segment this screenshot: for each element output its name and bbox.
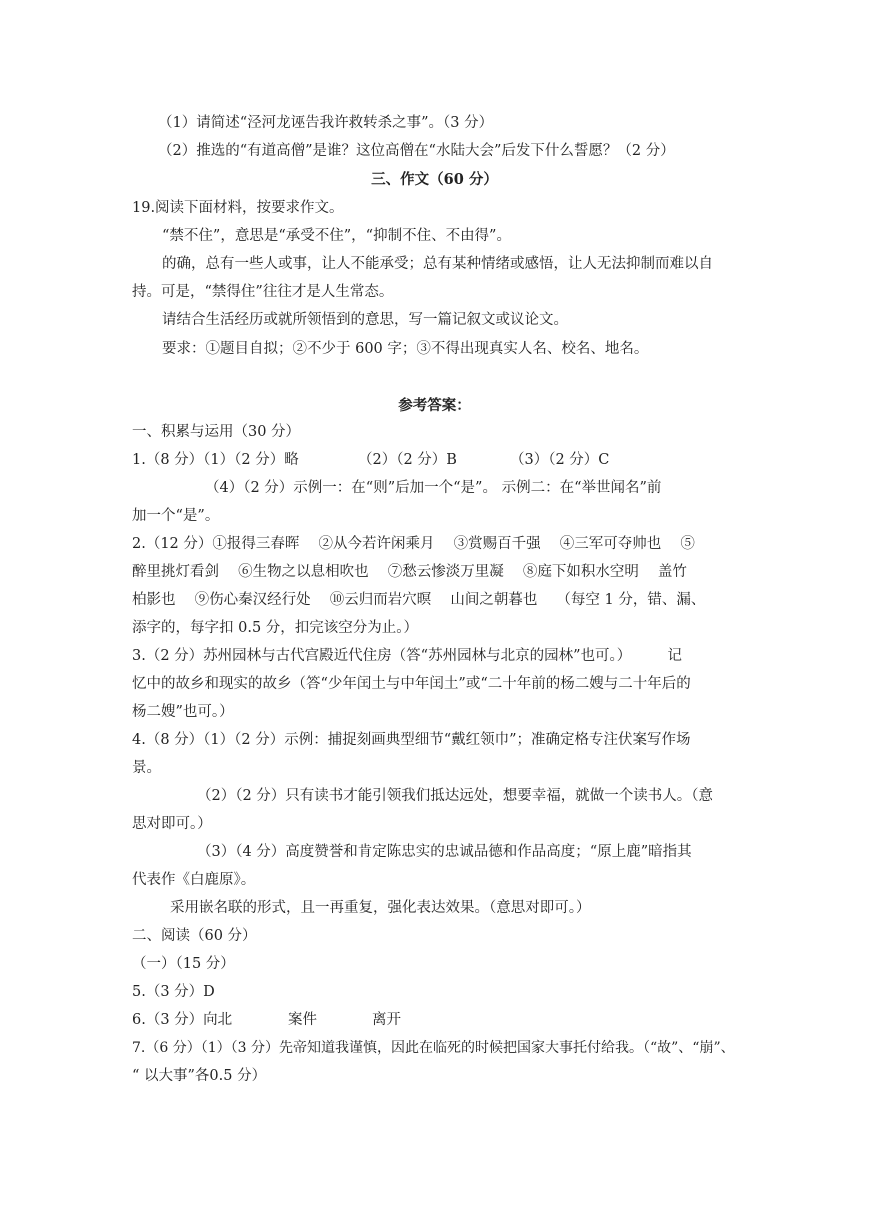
answer-6-a: 6.（3 分）向北 [132,1012,233,1028]
question-18-1: （1）请简述“泾河龙诬告我许救转杀之事”。（3 分） [158,115,494,131]
question-18-2: （2）推选的“有道高僧”是谁？这位高僧在“水陆大会”后发下什么誓愿？（2 分） [158,143,675,159]
requirements: 要求：①题目自拟；②不少于 600 字；③不得出现真实人名、校名、地名。 [162,341,649,357]
answer-4-1-line-1: 4.（8 分）（1）（2 分）示例：捕捉刻画典型细节“戴红领巾”；准确定格专注伏案写作场 [132,732,691,748]
answer-5: 5.（3 分）D [132,984,215,1000]
answer-7-line-1: 7.（6 分）（1）（3 分）先帝知道我谨慎，因此在临死的时候把国家大事托付给我。（“故”、“崩”、 [132,1040,735,1056]
section-2-heading: 二、阅读（60 分） [132,928,257,944]
subsection-1-heading: （一）（15 分） [132,956,235,972]
answer-4-3-line-3: 采用嵌名联的形式，且一再重复，强化表达效果。（意思对即可。） [170,900,591,916]
answer-2-line-3: 柏影也 ⑨伤心秦汉经行处 ⑩云归而岩穴暝 山间之朝暮也 （每空 1 分，错、漏、 [132,592,706,608]
answer-1-d: （4）（2 分）示例一：在“则”后加一个“是”。 示例二：在“举世闻名”前 [205,480,662,496]
answer-2-line-2: 醉里挑灯看剑 ⑥生物之以息相吹也 ⑦愁云惨淡万里凝 ⑧庭下如积水空明 盖竹 [132,564,687,580]
answer-6-b: 案件 [288,1012,317,1028]
material-line-2: 的确，总有一些人或事，让人不能承受；总有某种情绪或感悟，让人无法抑制而难以自 [162,256,713,272]
answer-7-line-2: “ 以大事”各0.5 分） [132,1068,267,1084]
answer-3-line-2: 忆中的故乡和现实的故乡（答“少年闰土与中年闰土”或“二十年前的杨二嫂与二十年后的 [132,676,691,692]
answer-2-line-1: 2.（12 分）①报得三春晖 ②从今若许闲乘月 ③赏赐百千强 ④三军可夺帅也 ⑤ [132,536,695,552]
question-19: 19.阅读下面材料，按要求作文。 [132,200,344,216]
answer-4-3-line-1: （3）（4 分）高度赞誉和肯定陈忠实的忠诚品德和作品高度；“原上鹿”暗指其 [197,844,692,860]
answer-6-c: 离开 [372,1012,401,1028]
answer-4-1-line-2: 景。 [132,760,161,776]
section-heading-composition: 三、作文（60 分） [371,171,498,188]
answer-1-a: 1.（8 分）（1）（2 分）略 [132,452,299,468]
answer-4-2-line-1: （2）（2 分）只有读书才能引领我们抵达远处，想要幸福，就做一个读书人。（意 [197,788,714,804]
answer-3-line-1: 3.（2 分）苏州园林与古代宫殿近代住房（答“苏州园林与北京的园林”也可。） 记 [132,648,682,664]
section-1-heading: 一、积累与运用（30 分） [132,424,301,440]
answer-heading: 参考答案： [398,397,471,414]
answer-3-line-3: 杨二嫂”也可。） [132,704,234,720]
answer-4-2-line-2: 思对即可。） [132,816,212,832]
answer-1-b: （2）（2 分）B [358,452,457,468]
answer-4-3-line-2: 代表作《白鹿原》。 [132,872,256,888]
material-line-1: “禁不住”，意思是“承受不住”，“抑制不住、不由得”。 [162,228,511,244]
answer-2-line-4: 添字的，每字扣 0.5 分，扣完该空分为止。） [132,620,419,636]
material-line-4: 请结合生活经历或就所领悟到的意思，写一篇记叙文或议论文。 [162,312,568,328]
answer-1-c: （3）（2 分）C [510,452,610,468]
material-line-3: 持。可是，“禁得住”往往才是人生常态。 [132,284,394,300]
answer-1-d-cont: 加一个“是”。 [132,508,220,524]
